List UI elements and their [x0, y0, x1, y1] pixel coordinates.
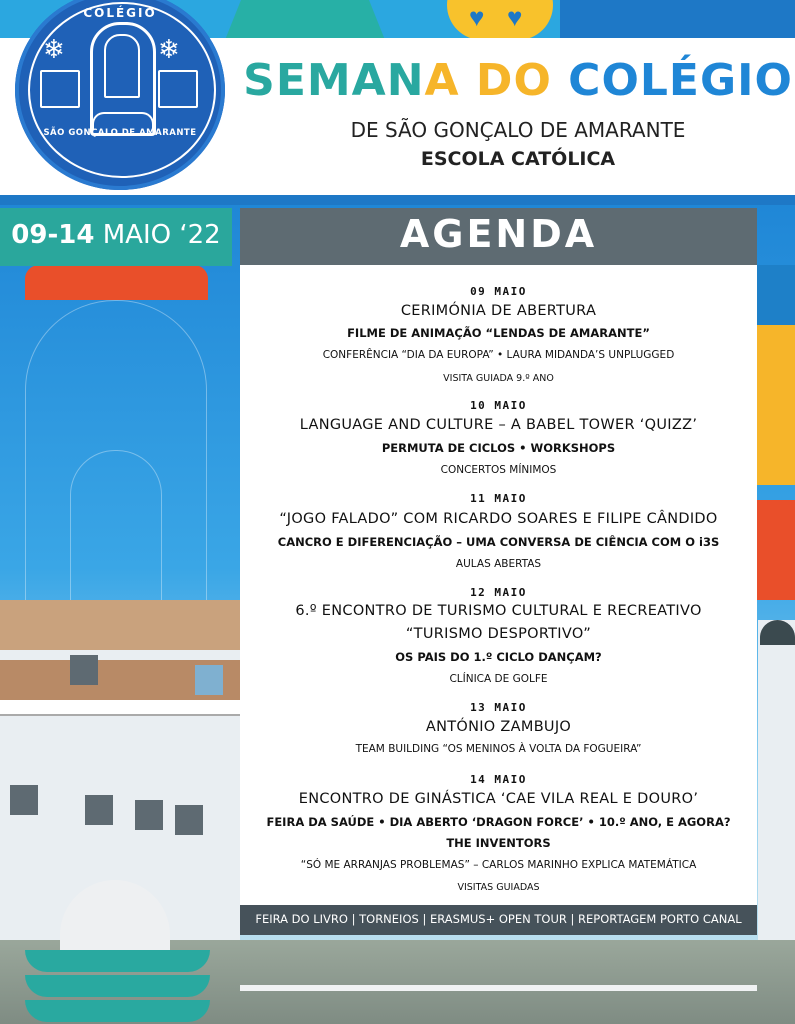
agenda-item: PERMUTA DE CICLOS • WORKSHOPS: [381, 441, 616, 455]
agenda-item: FEIRA DA SAÚDE • DIA ABERTO ‘DRAGON FORCE’ • 10.º ANO, E AGORA?: [266, 815, 731, 829]
bottom-line: [240, 985, 757, 991]
agenda-item: CONCERTOS MÍNIMOS: [440, 464, 557, 476]
teal-wave: [25, 1000, 210, 1022]
agenda-panel: [240, 265, 757, 905]
orange-tower-cap: [25, 265, 208, 300]
agenda-title: AGENDA: [399, 212, 598, 256]
agenda-item: CANCRO E DIFERENCIAÇÃO – UMA CONVERSA DE CIÊNCIA COM O i3S: [277, 535, 720, 549]
title-part: A: [424, 55, 476, 106]
subtitle-school: ESCOLA CATÓLICA: [420, 148, 616, 170]
date-text: [0, 220, 232, 250]
book-icon: [158, 70, 198, 108]
agenda-item: VISITAS GUIADAS: [457, 882, 540, 893]
agenda-item: CONFERÊNCIA “DIA DA EUROPA” • LAURA MIDANDA’S UNPLUGGED: [322, 349, 675, 361]
agenda-item: TEAM BUILDING “OS MENINOS À VOLTA DA FOGUEIRA”: [355, 743, 642, 755]
agenda-item: CERIMÓNIA DE ABERTURA: [400, 303, 597, 319]
snowflake-icon: ❄: [43, 34, 65, 64]
right-orange-stripe: [757, 500, 795, 600]
agenda-day-label: 10 MAIO: [470, 399, 527, 412]
agenda-item: ENCONTRO DE GINÁSTICA ‘CAE VILA REAL E DOURO’: [298, 791, 699, 807]
agenda-day-label: 09 MAIO: [470, 285, 527, 298]
date-month: MAIO ‘22: [102, 220, 221, 250]
page-title: [238, 55, 795, 106]
right-blue-stripe: [757, 265, 795, 325]
agenda-item: LANGUAGE AND CULTURE – A BABEL TOWER ‘QUIZZ’: [299, 417, 698, 433]
agenda-day-label: 11 MAIO: [470, 492, 527, 505]
school-building-right: [758, 620, 795, 940]
title-part: SEMAN: [243, 55, 425, 106]
teal-wave: [25, 950, 210, 972]
header-divider: [0, 195, 795, 205]
agenda-item: “JOGO FALADO” COM RICARDO SOARES E FILIPE CÂNDIDO: [279, 511, 718, 527]
crest-top-text: COLÉGIO: [83, 6, 157, 20]
top-teal-shape: [225, 0, 385, 40]
agenda-item: 6.º ENCONTRO DE TURISMO CULTURAL E RECREATIVO: [295, 603, 702, 619]
agenda-item: OS PAIS DO 1.º CICLO DANÇAM?: [395, 650, 602, 664]
agenda-item: FILME DE ANIMAÇÃO “LENDAS DE AMARANTE”: [347, 326, 650, 340]
agenda-item: “SÓ ME ARRANJAS PROBLEMAS” – CARLOS MARINHO EXPLICA MATEMÁTICA: [300, 859, 697, 871]
agenda-day-label: 14 MAIO: [470, 773, 527, 786]
right-yellow-stripe: [757, 325, 795, 485]
agenda-item: THE INVENTORS: [446, 836, 551, 850]
agenda-item: CLÍNICA DE GOLFE: [449, 673, 548, 685]
agenda-item: “TURISMO DESPORTIVO”: [405, 626, 592, 642]
agenda-item: ANTÓNIO ZAMBUJO: [425, 719, 572, 735]
title-part: COLÉGIO: [568, 55, 793, 106]
date-days: 09-14: [11, 220, 95, 250]
heart-eyes-icon: ♥ ♥: [447, 0, 553, 40]
agenda-day-label: 13 MAIO: [470, 701, 527, 714]
snowflake-icon: ❄: [158, 34, 180, 64]
crest-bottom-text: SÃO GONÇALO DE AMARANTE: [43, 128, 197, 138]
subtitle: DE SÃO GONÇALO DE AMARANTE: [350, 118, 686, 142]
top-blue-shape: [560, 0, 795, 40]
agenda-day-label: 12 MAIO: [470, 586, 527, 599]
saint-figure-icon: [104, 34, 140, 98]
teal-wave: [25, 975, 210, 997]
title-part: DO: [475, 55, 569, 106]
footer-text: FEIRA DO LIVRO | TORNEIOS | ERASMUS+ OPEN TOUR | REPORTAGEM PORTO CANAL: [255, 912, 742, 926]
book-icon: [40, 70, 80, 108]
agenda-item: AULAS ABERTAS: [455, 558, 542, 570]
agenda-item: VISITA GUIADA 9.º ANO: [443, 373, 554, 384]
